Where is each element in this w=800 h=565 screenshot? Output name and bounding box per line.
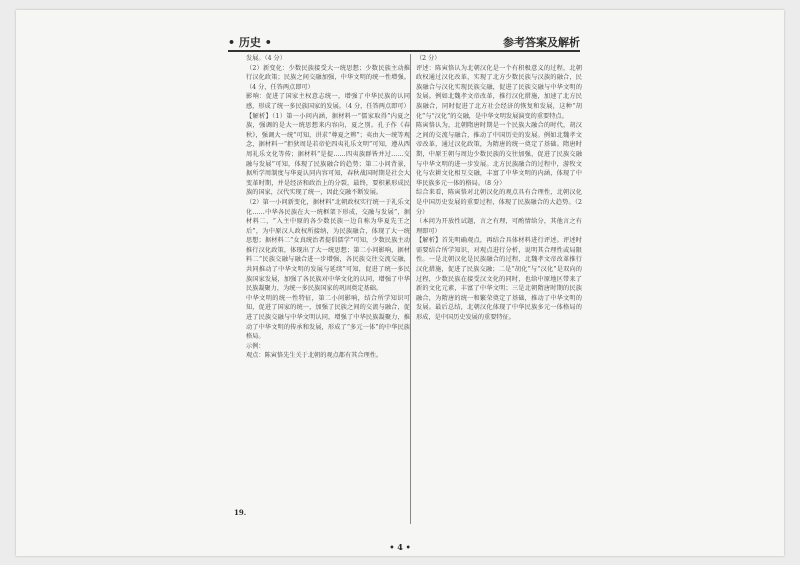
left-column (246, 54, 410, 524)
answer-paragraph: 综合来看，陈寅恪对北朝汉化的观点具有合理性，北朝汉化是中国历史发展的重要过程，体现了民族融合的大趋势。（2 分） (416, 189, 582, 216)
answer-paragraph: 评述：陈寅恪认为北朝汉化是一个有积极意义的过程，北朝政权通过汉化改革，实现了北方少数民族与汉族的融合，民族融合与汉化实现民族交融，促进了民族交融与中华文明的发展。例如北魏孝文帝改革，推行汉化措施，加速了北方民族融合，同时促进了北方社会经济的恢复和发展，这种“胡化”与“汉化”的交融，是中华文明发展演变的重要特点。 (416, 64, 582, 120)
answer-paragraph: 发展。（4 分） (246, 55, 286, 62)
right-column (416, 54, 582, 524)
answer-paragraph: 中华文明的统一性特征，第二小问影响，结合所学知识可知，促进了国家的统一，加强了民族之间的交流与融合，促进了民族交融与中华文明认同，增强了中华民族凝聚力，推动了中华文明的传承和发展，形成了“多元一体”的中华民族格局。 (246, 294, 410, 341)
answer-paragraph: （2）新变化：少数民族接受大一统思想；少数民族主动推行汉化政策；民族之间交融加强，中华文明的统一性增强。（4 分，任答两点即可） (246, 64, 410, 91)
page-header (228, 28, 580, 50)
q19-example-label: 示例： (246, 342, 265, 350)
answer-paragraph: （本问为开放性试题，言之有理，可酌情给分，其他言之有理即可） (416, 218, 582, 235)
answer-paragraph: 【解析】首先明确观点，再结合具体材料进行评述。评述时需要结合所学知识，对观点进行分析，说明其合理性或局限性。一是北朝汉化是民族融合的过程，北魏孝文帝改革推行汉化措施，促进了民族交融；二是“胡化”与“汉化”是双向的过程，少数民族在接受汉文化的同时，也给中原地区带来了新的文化元素，丰富了中华文明；三是北朝隋唐时期的民族融合，为隋唐的统一和繁荣奠定了基础，推动了中华文明的发展。最后总结，北朝汉化体现了中华民族多元一体格局的形成，是中国历史发展的重要特征。 (416, 237, 582, 322)
column-divider (410, 54, 411, 524)
document-page (16, 10, 784, 556)
answer-paragraph: （2）第一小问新变化，据材料“北朝政权实行统一于礼乐文化……中华各民族在大一统框架下形成，交融与发展”，据材料二，“入主中原的各少数民族一边自称为华夏先王之后”，为中原汉人政权所接纳，为民族融合，体现了大一统思想；据材料二“女真统治者提倡儒学”可知，少数民族主动推行汉化政策，体现出了大一统思想；第二小问影响，据材料二“民族交融与融合进一步增强，各民族交往交流交融，共同推动了中华文明的发展与延续”可知，促进了统一多民族国家发展，加强了各民族对中华文化的认同，增强了中华民族凝聚力，为统一多民族国家的巩固奠定基础。 (246, 198, 410, 293)
score-note: （2 分） (416, 55, 441, 62)
answer-paragraph: 陈寅恪认为，北朝隋唐时期是一个民族大融合的时代，胡汉之间的交流与融合，推动了中国历史的发展。例如北魏孝文帝改革，通过汉化政策，为隋唐的统一奠定了基础。隋唐时期，中原王朝与周边少数民族的交往加强，促进了民族交融与中华文明的进一步发展。北方民族融合的过程中，游牧文化与农耕文化相互交融，丰富了中华文明的内涵，体现了中华民族多元一体的格局。（8 分） (416, 122, 582, 187)
header-rule (228, 50, 580, 52)
question-number: 19. (234, 508, 247, 517)
header-title: 参考答案及解析 (503, 36, 580, 49)
subject-label: • 历史 • (228, 36, 272, 49)
page-number: • 4 • (389, 542, 411, 552)
q19-answer: 观点：陈寅恪先生关于北朝的观点都有其合理性。 (246, 352, 383, 360)
answer-paragraph: 【解析】（1）第一小问内涵，据材料一“儒家取得”内夏之族，强调的是大一统思想来内容向，夏之别。孔子作《春秋》，强调大一统“可知，讲求“尊夏之辨”；夷由大一统等观念，据材料一“拒狄周是若帝伦四夷礼乐文明”可知，遵从西周礼乐文化等传；据材料“是提……四夷族群皆并过……交融与发展”可知，体现了民族融合的趋势；第二小问背景，据所学周制度与华夏认同内容可知，春秋战国时期是社会大变革时期，并是经济和政治上的分裂，最终，要积累形成民族的国家，汉代实现了统一，因此交融不断发展。 (246, 112, 410, 197)
answer-paragraph: 影响：促进了国家主权意志统一，增强了中华民族的认同感，形成了统一多民族国家的发展。（4 分，任答两点即可） (246, 93, 410, 110)
